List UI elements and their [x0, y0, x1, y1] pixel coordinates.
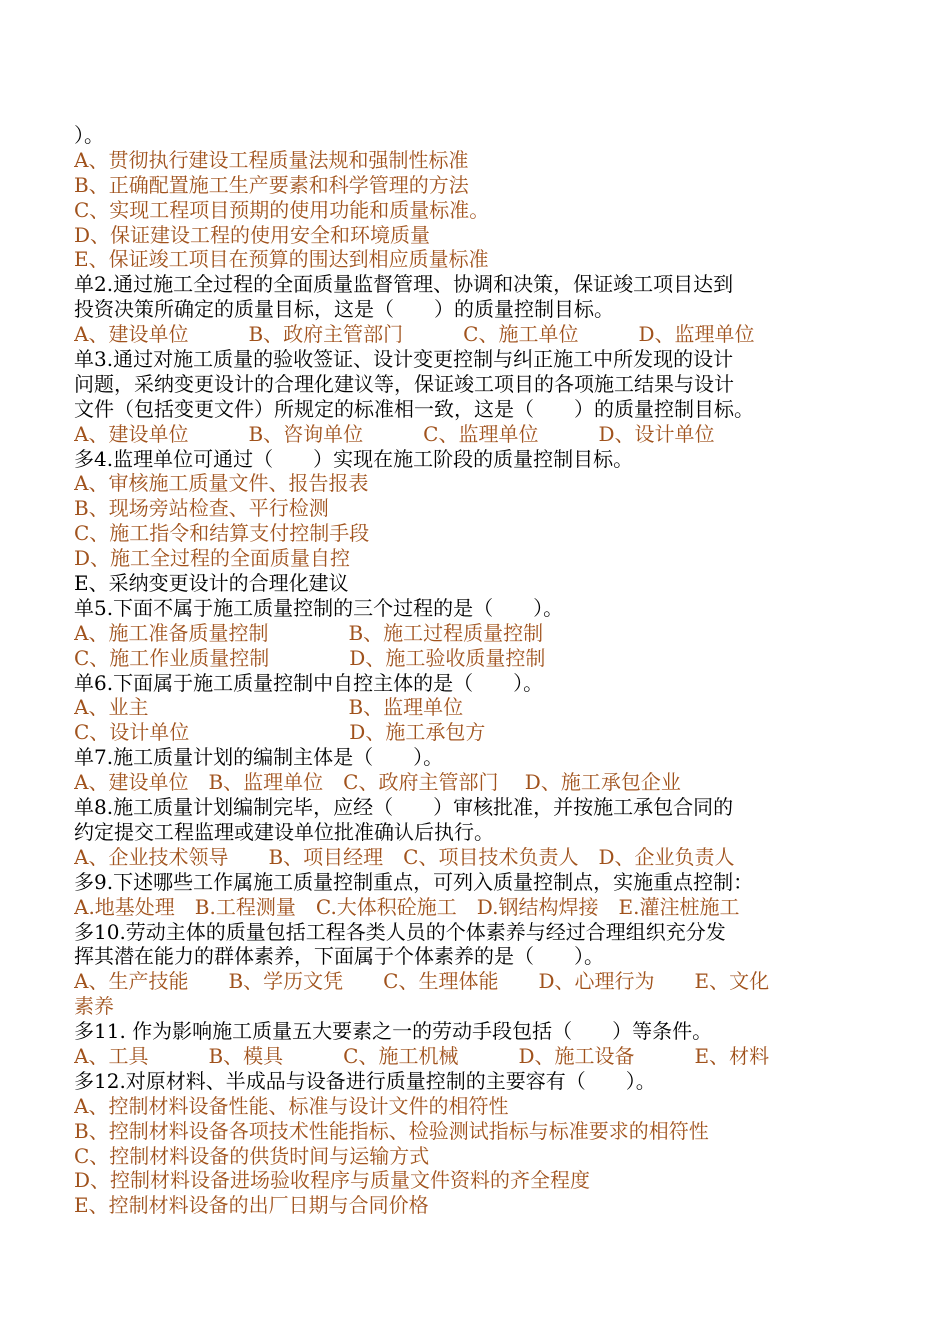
- option-line: A、贯彻执行建设工程质量法规和强制性标准: [74, 147, 469, 172]
- option-line: A、建设单位 B、咨询单位 C、监理单位 D、设计单位: [74, 421, 715, 446]
- option-line: E、保证竣工项目在预算的围达到相应质量标准: [74, 247, 489, 272]
- option-line: A、控制材料设备性能、标准与设计文件的相符性: [74, 1093, 509, 1118]
- question-line: 挥其潜在能力的群体素养，下面属于个体素养的是（ ）。: [74, 944, 604, 969]
- question-line: 多11. 作为影响施工质量五大要素之一的劳动手段包括（ ）等条件。: [74, 1019, 713, 1044]
- document-page: [74, 123, 884, 1218]
- question-line: 多9.下述哪些工作属施工质量控制重点，可列入质量控制点，实施重点控制：: [74, 869, 754, 894]
- text-line: E、采纳变更设计的合理化建议: [74, 571, 349, 596]
- option-line: D、保证建设工程的使用安全和环境质量: [74, 222, 431, 247]
- option-line: C、设计单位 D、施工承包方: [74, 720, 486, 745]
- option-line: A、施工准备质量控制 B、施工过程质量控制: [74, 620, 544, 645]
- question-line: 单7.施工质量计划的编制主体是（ ）。: [74, 745, 444, 770]
- option-line: C、施工指令和结算支付控制手段: [74, 521, 370, 546]
- question-line: 文件（包括变更文件）所规定的标准相一致，这是（ ）的质量控制目标。: [74, 396, 754, 421]
- option-line: E、控制材料设备的出厂日期与合同价格: [74, 1193, 429, 1218]
- question-line: 单2.通过施工全过程的全面质量监督管理、协调和决策，保证竣工项目达到: [74, 272, 734, 297]
- option-line: A、建设单位 B、监理单位 C、政府主管部门 D、施工承包企业: [74, 770, 681, 795]
- question-line: 约定提交工程监理或建设单位批准确认后执行。: [74, 819, 494, 844]
- option-line: C、实现工程项目预期的使用功能和质量标准。: [74, 197, 490, 222]
- option-line: A、工具 B、模具 C、施工机械 D、施工设备 E、材料: [74, 1043, 770, 1068]
- option-line: A、生产技能 B、学历文凭 C、生理体能 D、心理行为 E、文化: [74, 969, 770, 994]
- option-line: C、控制材料设备的供货时间与运输方式: [74, 1143, 430, 1168]
- option-line: B、正确配置施工生产要素和科学管理的方法: [74, 172, 469, 197]
- option-line: D、施工全过程的全面质量自控: [74, 546, 351, 571]
- question-line: 单3.通过对施工质量的验收签证、设计变更控制与纠正施工中所发现的设计: [74, 347, 734, 372]
- question-line: 单5.下面不属于施工质量控制的三个过程的是（ ）。: [74, 595, 564, 620]
- option-line: D、控制材料设备进场验收程序与质量文件资料的齐全程度: [74, 1168, 591, 1193]
- option-line: A、企业技术领导 B、项目经理 C、项目技术负责人 D、企业负责人: [74, 844, 735, 869]
- question-line: 多12.对原材料、半成品与设备进行质量控制的主要容有（ ）。: [74, 1068, 656, 1093]
- option-line: B、控制材料设备各项技术性能指标、检验测试指标与标准要求的相符性: [74, 1118, 709, 1143]
- option-line: A、业主 B、监理单位: [74, 695, 464, 720]
- option-line: 素养: [74, 994, 114, 1019]
- question-line: ）。: [74, 123, 104, 147]
- option-line: B、现场旁站检查、平行检测: [74, 496, 329, 521]
- question-line: 多10.劳动主体的质量包括工程各类人员的个体素养与经过合理组织充分发: [74, 919, 726, 944]
- question-line: 单6.下面属于施工质量控制中自控主体的是（ ）。: [74, 670, 544, 695]
- question-line: 多4.监理单位可通过（ ）实现在施工阶段的质量控制目标。: [74, 446, 634, 471]
- option-line: A、建设单位 B、政府主管部门 C、施工单位 D、监理单位: [74, 322, 755, 347]
- option-line: A.地基处理 B.工程测量 C.大体积砼施工 D.钢结构焊接 E.灌注桩施工: [74, 894, 740, 919]
- question-line: 单8.施工质量计划编制完毕，应经（ ）审核批准，并按施工承包合同的: [74, 795, 734, 820]
- question-line: 问题，采纳变更设计的合理化建议等，保证竣工项目的各项施工结果与设计: [74, 371, 734, 396]
- question-line: 投资决策所确定的质量目标，这是（ ）的质量控制目标。: [74, 297, 614, 322]
- option-line: C、施工作业质量控制 D、施工验收质量控制: [74, 645, 546, 670]
- option-line: A、审核施工质量文件、报告报表: [74, 471, 369, 496]
